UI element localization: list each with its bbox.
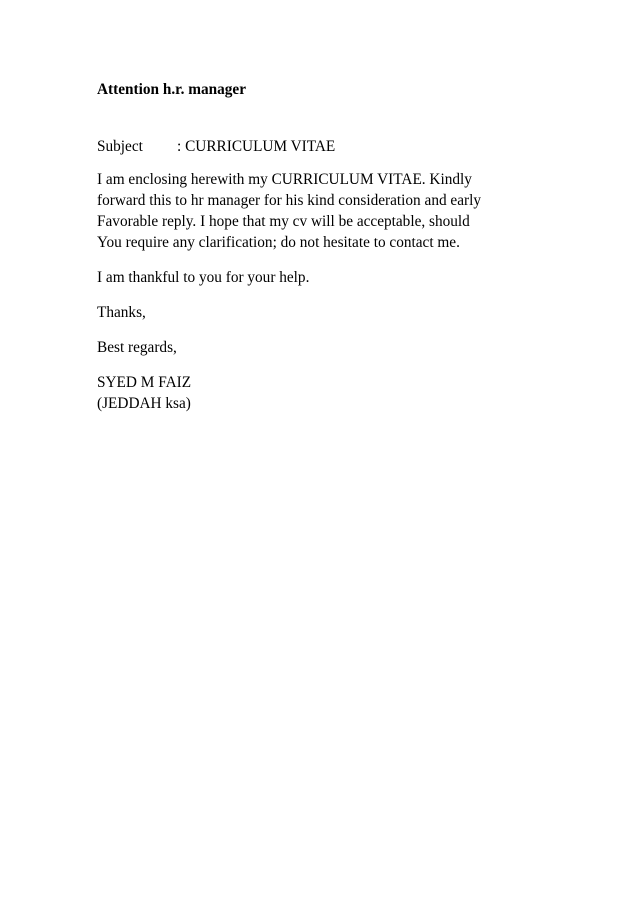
body-line: forward this to hr manager for his kind consideration and early: [97, 192, 482, 209]
body-line: Favorable reply. I hope that my cv will be acceptable, should: [97, 213, 470, 230]
body-paragraph: [97, 169, 567, 253]
signature-block: [97, 372, 567, 414]
subject-value: : CURRICULUM VITAE: [177, 138, 336, 155]
cover-letter: [97, 79, 567, 414]
thanks-line: Thanks,: [97, 304, 146, 321]
regards-line: Best regards,: [97, 339, 177, 356]
thankful-line: I am thankful to you for your help.: [97, 269, 310, 286]
body-line: You require any clarification; do not hesitate to contact me.: [97, 234, 460, 251]
attention-line: Attention h.r. manager: [97, 81, 246, 98]
subject-line: [97, 136, 567, 157]
body-line: I am enclosing herewith my CURRICULUM VITAE. Kindly: [97, 171, 472, 188]
sender-location: (JEDDAH ksa): [97, 395, 191, 412]
sender-name: SYED M FAIZ: [97, 374, 192, 391]
subject-label: Subject: [97, 138, 143, 155]
